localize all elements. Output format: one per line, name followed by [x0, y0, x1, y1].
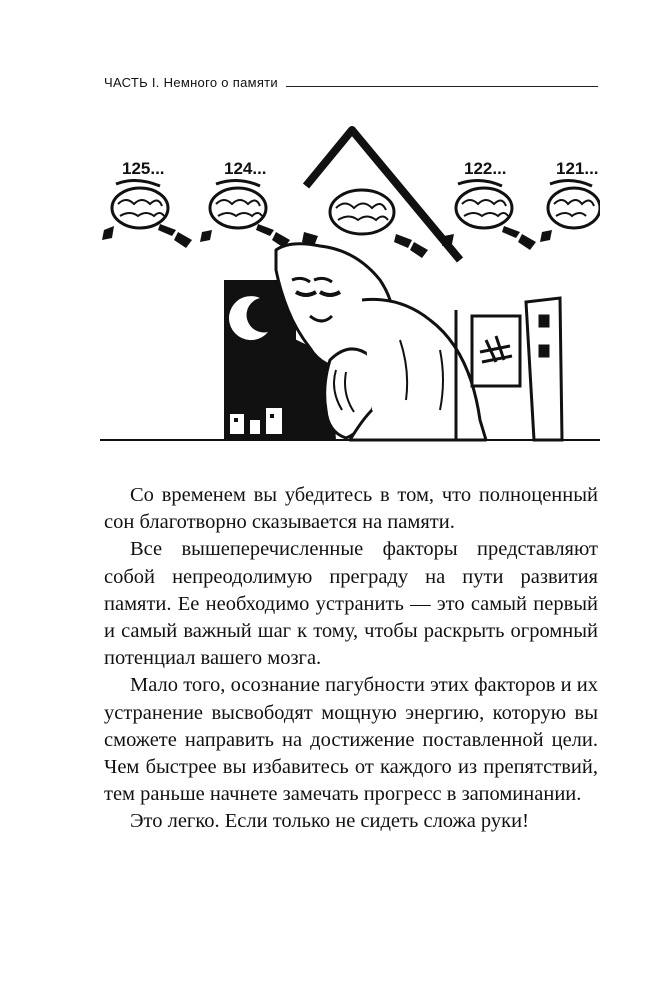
- paragraph: Это легко. Если только не сидеть сложа руки!: [130, 810, 529, 833]
- brain-icon: [330, 190, 394, 234]
- paragraph: Мало того, осознание пагубности этих факторов и их устранение высвободят мощную энергию, которую вы сможете направить на достижение поставленной цели. Чем быстрее вы избавитесь от каждого из препятствий, тем раньше начнете замечать прогресс в запоминании.: [104, 674, 598, 806]
- paragraph: Со временем вы убедитесь в том, что полноценный сон благотворно сказывается на памяти.: [104, 484, 598, 534]
- running-head-rule: [286, 86, 598, 87]
- running-head: [104, 70, 598, 90]
- counter-124: 124...: [224, 159, 267, 178]
- dream-bubble-arcs: [116, 180, 592, 186]
- counter-121: 121...: [556, 159, 599, 178]
- body-text: [104, 482, 598, 836]
- paragraph: Все вышеперечисленные факторы представляют собой непреодолимую преграду на пути развития памяти. Ее необходимо устранить — это самый первый и самый важный шаг к тому, чтобы раскрыть огромный потенциал вашего мозга.: [104, 538, 598, 670]
- brain-icon: [548, 188, 600, 228]
- counter-122: 122...: [464, 159, 507, 178]
- running-head-label: ЧАСТЬ I. Немного о памяти: [104, 75, 278, 90]
- cartoon-illustration: [100, 120, 600, 450]
- brain-icon: [210, 188, 266, 228]
- brain-icon: [112, 188, 168, 228]
- counter-125: 125...: [122, 159, 165, 178]
- brain-icon: [456, 188, 512, 228]
